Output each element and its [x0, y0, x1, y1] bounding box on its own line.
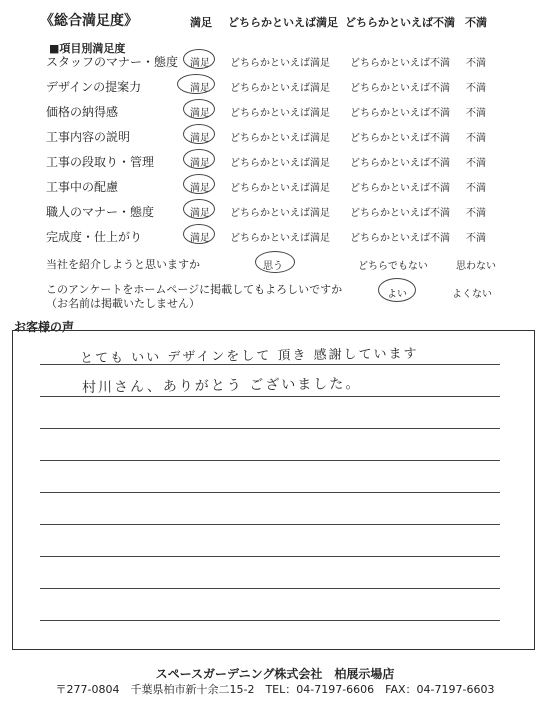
option-somewhat-satisfied[interactable]: どちらかといえば満足 [230, 58, 330, 69]
column-header-satisfied: 満足 [190, 16, 212, 29]
footer-company: スペースガーデニング株式会社 柏展示場店 [155, 667, 395, 681]
option-satisfied[interactable]: 満足 [190, 83, 210, 94]
selection-circle [255, 251, 295, 273]
option-somewhat-dissatisfied[interactable]: どちらかといえば不満 [350, 233, 450, 244]
option-somewhat-dissatisfied[interactable]: どちらかといえば不満 [350, 108, 450, 119]
referral-question: 当社を紹介しようと思いますか [46, 258, 200, 271]
rating-row [0, 201, 550, 219]
handwritten-comment-line: 村川さん、ありがとう ございました。 [81, 376, 362, 396]
rating-row-label: 工事中の配慮 [46, 180, 119, 194]
selection-circle [183, 224, 215, 244]
homepage-option-yes[interactable]: よい [387, 289, 407, 300]
selection-circle [177, 74, 215, 94]
referral-option-no[interactable]: 思わない [456, 261, 496, 272]
rating-row-label: デザインの提案力 [46, 80, 142, 94]
option-dissatisfied[interactable]: 不満 [466, 208, 486, 219]
customer-voice-label: お客様の声 [14, 320, 75, 334]
handwritten-comment-line: とても いい デザインをして 頂き 感謝しています [79, 346, 419, 367]
rating-row [0, 176, 550, 194]
option-dissatisfied[interactable]: 不満 [466, 58, 486, 69]
option-somewhat-satisfied[interactable]: どちらかといえば満足 [230, 133, 330, 144]
rating-row [0, 226, 550, 244]
ruled-line [40, 556, 500, 557]
ruled-line [40, 588, 500, 589]
rating-row-label: スタッフのマナー・態度 [46, 55, 179, 69]
option-somewhat-satisfied[interactable]: どちらかといえば満足 [230, 83, 330, 94]
survey-title: 《総合満足度》 [40, 13, 138, 29]
rating-row [0, 101, 550, 119]
option-dissatisfied[interactable]: 不満 [466, 133, 486, 144]
option-somewhat-satisfied[interactable]: どちらかといえば満足 [230, 158, 330, 169]
selection-circle [183, 174, 215, 194]
option-somewhat-satisfied[interactable]: どちらかといえば満足 [230, 233, 330, 244]
option-somewhat-dissatisfied[interactable]: どちらかといえば不満 [350, 183, 450, 194]
ruled-line [40, 492, 500, 493]
selection-circle [183, 199, 215, 219]
column-header-dissatisfied: 不満 [465, 16, 487, 29]
rating-row [0, 51, 550, 69]
option-somewhat-dissatisfied[interactable]: どちらかといえば不満 [350, 133, 450, 144]
referral-option-neutral[interactable]: どちらでもない [358, 261, 428, 272]
column-header-somewhat-dissatisfied: どちらかといえば不満 [345, 16, 455, 29]
option-dissatisfied[interactable]: 不満 [466, 108, 486, 119]
selection-circle [378, 278, 416, 302]
option-dissatisfied[interactable]: 不満 [466, 158, 486, 169]
rating-row [0, 126, 550, 144]
option-somewhat-satisfied[interactable]: どちらかといえば満足 [230, 108, 330, 119]
rating-row-label: 価格の納得感 [46, 105, 119, 119]
homepage-option-no[interactable]: よくない [452, 289, 492, 300]
selection-circle [183, 149, 215, 169]
option-somewhat-satisfied[interactable]: どちらかといえば満足 [230, 208, 330, 219]
option-dissatisfied[interactable]: 不満 [466, 233, 486, 244]
option-satisfied[interactable]: 満足 [190, 233, 210, 244]
homepage-question: このアンケートをホームページに掲載してもよろしいですか [46, 283, 343, 296]
footer-address: 〒277-0804 千葉県柏市新十余二15-2 TEL：04-7197-6606 FAX：04-7197-6603 [55, 683, 495, 696]
option-satisfied[interactable]: 満足 [190, 183, 210, 194]
rating-row [0, 151, 550, 169]
option-somewhat-dissatisfied[interactable]: どちらかといえば不満 [350, 83, 450, 94]
option-dissatisfied[interactable]: 不満 [466, 183, 486, 194]
option-satisfied[interactable]: 満足 [190, 108, 210, 119]
selection-circle [183, 99, 215, 119]
ruled-line [40, 524, 500, 525]
ruled-line [40, 428, 500, 429]
option-satisfied[interactable]: 満足 [190, 58, 210, 69]
option-somewhat-dissatisfied[interactable]: どちらかといえば不満 [350, 58, 450, 69]
rating-row-label: 職人のマナー・態度 [46, 205, 155, 219]
option-satisfied[interactable]: 満足 [190, 208, 210, 219]
selection-circle [183, 49, 215, 69]
rating-row [0, 76, 550, 94]
rating-row-label: 工事の段取り・管理 [46, 155, 155, 169]
homepage-question-note: （お名前は掲載いたしません） [46, 297, 200, 310]
option-somewhat-dissatisfied[interactable]: どちらかといえば不満 [350, 158, 450, 169]
rating-row-label: 完成度・仕上がり [46, 230, 143, 244]
option-satisfied[interactable]: 満足 [190, 158, 210, 169]
rating-row-label: 工事内容の説明 [46, 130, 131, 144]
option-dissatisfied[interactable]: 不満 [466, 83, 486, 94]
ruled-line [40, 460, 500, 461]
section-subtitle: ■項目別満足度 [49, 42, 126, 55]
selection-circle [183, 124, 215, 144]
column-header-somewhat-satisfied: どちらかといえば満足 [228, 16, 338, 29]
referral-option-yes[interactable]: 思う [263, 261, 283, 272]
option-somewhat-dissatisfied[interactable]: どちらかといえば不満 [350, 208, 450, 219]
option-satisfied[interactable]: 満足 [190, 133, 210, 144]
ruled-line [40, 620, 500, 621]
option-somewhat-satisfied[interactable]: どちらかといえば満足 [230, 183, 330, 194]
